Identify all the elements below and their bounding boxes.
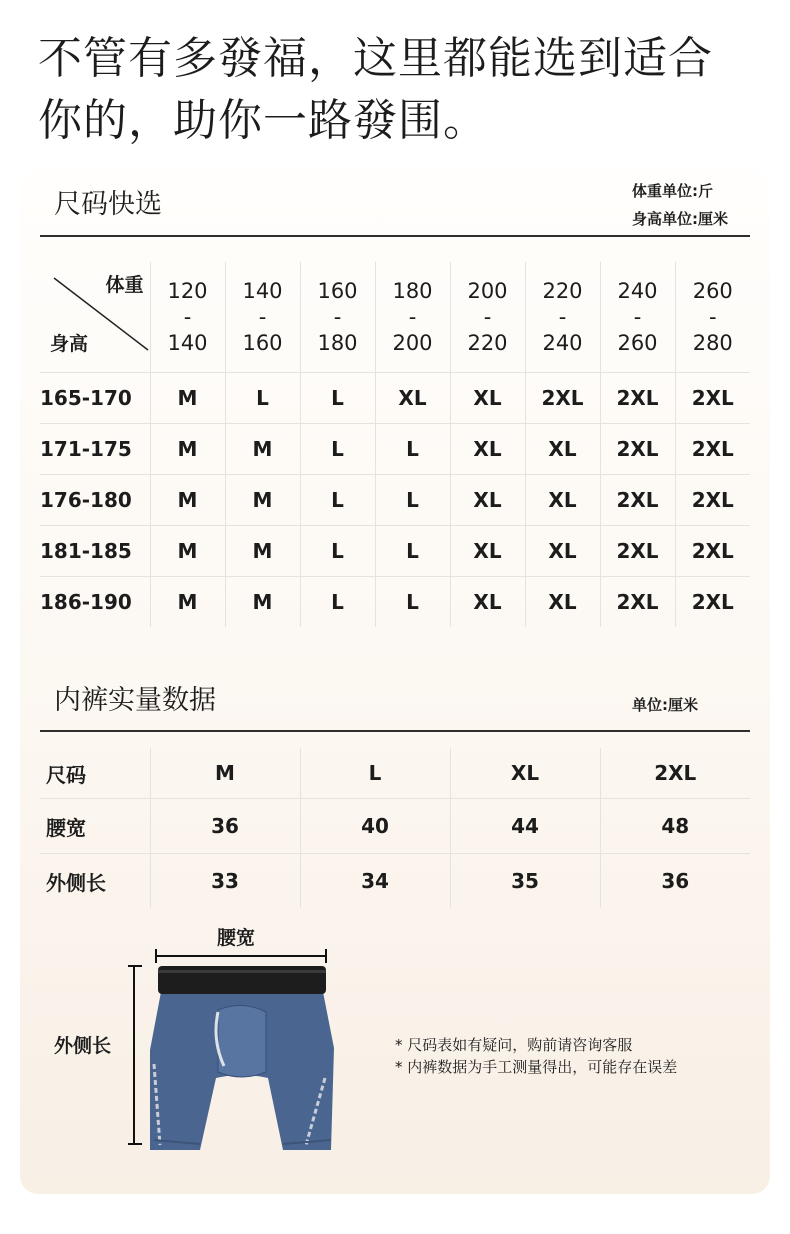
size-cell: XL [525,475,600,526]
waist-width-label: 腰宽 [217,927,256,949]
table-row [40,748,750,799]
size-cell: XL [450,373,525,424]
value-cell: L [300,748,450,799]
value-cell: 36 [150,799,300,854]
value-cell: 40 [300,799,450,854]
table-row [40,577,750,628]
size-cell: 2XL [675,373,750,424]
size-cell: L [375,526,450,577]
weight-unit-note: 体重单位:斤 [632,182,713,200]
size-cell: 2XL [600,373,675,424]
size-cell: XL [525,577,600,628]
size-cell: 2XL [600,577,675,628]
size-cell: M [150,475,225,526]
table-row [40,799,750,854]
row-label: 腰宽 [40,799,150,854]
weight-range-header: 240 - 260 [600,262,675,373]
size-cell: 2XL [600,424,675,475]
row-label: 尺码 [40,748,150,799]
note-line: * 尺码表如有疑问，购前请咨询客服 [395,1036,633,1054]
size-cell: M [225,475,300,526]
size-cell: XL [525,424,600,475]
measure-unit-note: 单位:厘米 [632,696,698,714]
size-cell: 2XL [675,424,750,475]
height-range-label: 186-190 [40,577,150,628]
size-chart-header-row [40,262,750,373]
corner-cell [40,262,150,373]
headline [38,28,768,152]
size-cell: L [300,577,375,628]
table-row [40,854,750,909]
weight-range-header: 220 - 240 [525,262,600,373]
value-cell: 34 [300,854,450,909]
size-cell: L [300,424,375,475]
outer-length-label: 外侧长 [54,1035,112,1057]
measurement-table [40,748,750,908]
size-cell: L [225,373,300,424]
weight-range-header: 160 - 180 [300,262,375,373]
size-cell: L [375,577,450,628]
size-cell: XL [375,373,450,424]
size-cell: L [300,475,375,526]
size-cell: M [150,526,225,577]
height-range-label: 176-180 [40,475,150,526]
size-cell: 2XL [525,373,600,424]
size-cell: M [150,424,225,475]
height-range-label: 165-170 [40,373,150,424]
size-cell: 2XL [675,526,750,577]
height-range-label: 171-175 [40,424,150,475]
corner-weight-label: 体重 [105,274,144,296]
value-cell: M [150,748,300,799]
size-cell: M [150,577,225,628]
value-cell: 44 [450,799,600,854]
height-range-label: 181-185 [40,526,150,577]
row-label: 外侧长 [40,854,150,909]
table-row [40,424,750,475]
table-row [40,526,750,577]
value-cell: 35 [450,854,600,909]
weight-range-header: 260 - 280 [675,262,750,373]
value-cell: 48 [600,799,750,854]
size-cell: 2XL [675,475,750,526]
size-chart-title: 尺码快选 [54,189,162,220]
size-cell: M [225,577,300,628]
size-cell: 2XL [600,475,675,526]
corner-height-label: 身高 [50,333,89,355]
value-cell: 33 [150,854,300,909]
weight-range-header: 120 - 140 [150,262,225,373]
size-cell: L [375,475,450,526]
size-cell: XL [450,526,525,577]
size-chart-divider [40,235,750,237]
weight-range-header: 180 - 200 [375,262,450,373]
size-chart-table [40,262,750,627]
weight-range-header: 140 - 160 [225,262,300,373]
value-cell: XL [450,748,600,799]
measure-title: 内裤实量数据 [54,685,216,716]
size-cell: 2XL [600,526,675,577]
table-row [40,373,750,424]
size-cell: XL [450,475,525,526]
height-unit-note: 身高单位:厘米 [632,210,728,228]
size-cell: XL [525,526,600,577]
notes [395,1034,677,1078]
headline-line-1: 不管有多發福，这里都能选到适合 [38,33,713,84]
size-cell: XL [450,577,525,628]
table-row [40,475,750,526]
weight-range-header: 200 - 220 [450,262,525,373]
headline-line-2: 你的，助你一路發围。 [38,95,488,146]
measure-divider [40,730,750,732]
size-cell: L [300,373,375,424]
value-cell: 2XL [600,748,750,799]
size-cell: L [375,424,450,475]
size-cell: M [225,424,300,475]
note-line: * 内裤数据为手工测量得出，可能存在误差 [395,1058,678,1076]
size-cell: M [225,526,300,577]
size-cell: M [150,373,225,424]
value-cell: 36 [600,854,750,909]
size-cell: XL [450,424,525,475]
size-cell: L [300,526,375,577]
size-cell: 2XL [675,577,750,628]
boxer-brief-illustration [120,940,350,1160]
